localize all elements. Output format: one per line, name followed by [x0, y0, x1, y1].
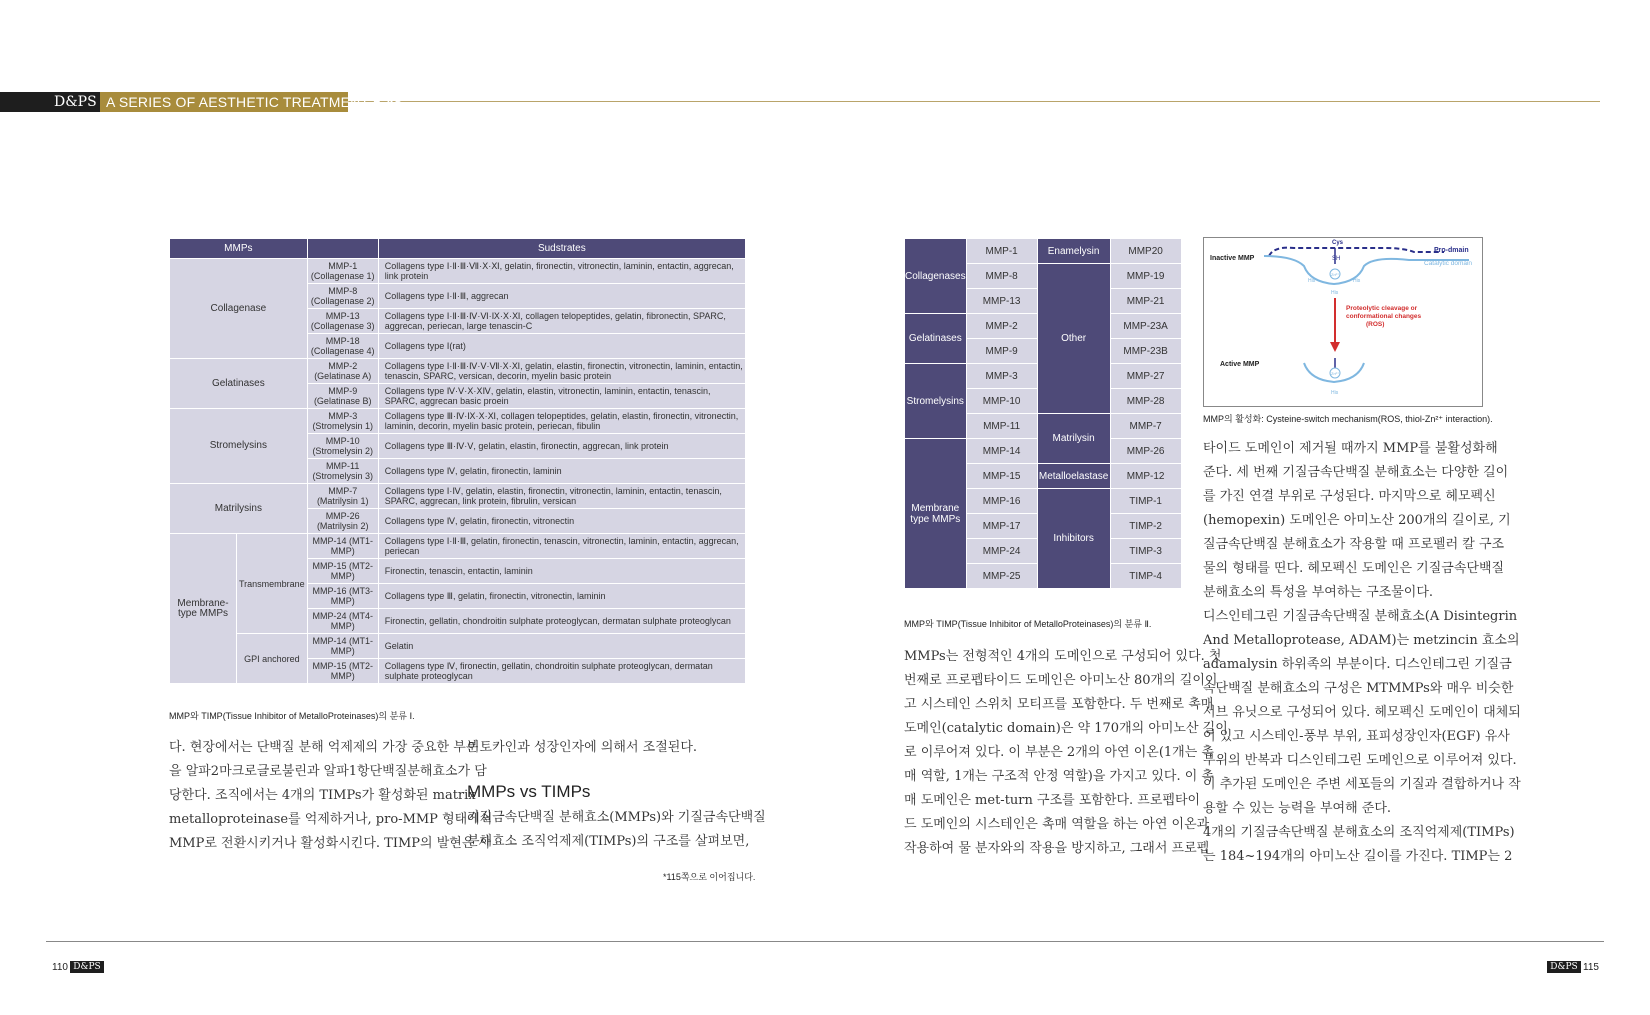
left-column-2-top [467, 736, 697, 760]
mmp-cell: MMP-28 [1110, 389, 1181, 414]
his-label: His [1308, 278, 1316, 284]
text-line: 용할 수 있는 능력을 부여해 준다. [1203, 801, 1392, 816]
sh-label: SH [1332, 256, 1341, 262]
header-brand: D&PS [54, 94, 97, 110]
mmp-cell: MMP-8 [966, 264, 1037, 289]
text-line: 당한다. 조직에서는 4개의 TIMPs가 활성화된 matrix [169, 788, 476, 803]
text-line: 작용하여 물 분자와의 작용을 방지하고, 그래서 프로펩 [904, 841, 1210, 856]
arrow-label-2: conformational changes [1346, 313, 1422, 320]
text-line: 이토카인과 성장인자에 의해서 조절된다. [467, 740, 698, 755]
group-cell: Enamelysin [1037, 239, 1110, 264]
group-cell: Stromelysins [170, 409, 308, 484]
mmp-cell: MMP-15 [966, 464, 1037, 489]
text-line: 이 추가된 도메인은 주변 세포들의 기질과 결합하거나 작 [1203, 777, 1521, 792]
text-line: 번째로 프로펩타이드 도메인은 아미노산 80개의 길이이 [904, 673, 1218, 688]
text-line: 어 있고 시스테인-풍부 부위, 표피성장인자(EGF) 유사 [1203, 729, 1510, 744]
section-heading: MMPs vs TIMPs [467, 782, 591, 801]
mmp-activation-figure [1203, 237, 1483, 407]
text-line: 타이드 도메인이 제거될 때까지 MMP를 불활성화해 [1203, 441, 1498, 456]
text-line: 매 도메인은 met-turn 구조를 포함한다. 프로펩타이 [904, 793, 1201, 808]
text-line: 고 시스테인 스위치 모티프를 포함한다. 두 번째로 촉매 [904, 697, 1214, 712]
mmp-cell: MMP-9 (Gelatinase B) [307, 384, 378, 409]
left-column-1 [169, 736, 492, 856]
mmp-cell: MMP-12 [1110, 464, 1181, 489]
text-line: 매 역할, 1개는 구조적 안정 역할)을 가지고 있다. 이 촉 [904, 769, 1214, 784]
substrate-cell: Collagens type Ⅰ·Ⅱ·Ⅲ·Ⅶ·Ⅹ·Ⅺ, gelatin, fironectin, vitronectin, laminin, entactin, aggrecan, link protein [378, 259, 745, 284]
text-line: 분해효소 조직억제제(TIMPs)의 구조를 살펴보면, [467, 834, 750, 849]
text-line: 분해효소의 특성을 부여하는 구조물이다. [1203, 585, 1434, 600]
mmp-cell: MMP-23B [1110, 339, 1181, 364]
text-line: 속단백질 분해효소의 구성은 MTMMPs와 매우 비슷한 [1203, 681, 1514, 696]
mmp-cell: MMP-7 (Matrilysin 1) [307, 484, 378, 509]
prodomain-label: Pro-dmain [1434, 247, 1469, 254]
group-cell: Inhibitors [1037, 489, 1110, 589]
cys-label: Cys [1332, 240, 1344, 246]
mmp-cell: MMP-2 [966, 314, 1037, 339]
group-cell: Gelatinases [905, 314, 967, 364]
his-label: His [1353, 278, 1361, 284]
mmp-substrates-table [169, 238, 746, 684]
mmp-cell: MMP-18 (Collagenase 4) [307, 334, 378, 359]
continue-note: *115쪽으로 이어집니다. [663, 872, 756, 882]
substrate-cell: Fironectin, gellatin, chondroitin sulphate proteoglycan, dermatan sulphate proteoglycan [378, 609, 745, 634]
mmp-cell: MMP-15 (MT2-MMP) [307, 559, 378, 584]
header-rule [348, 101, 1600, 102]
mmp-cell: MMP-7 [1110, 414, 1181, 439]
table-row [170, 359, 746, 384]
catalytic-label: Catalytic domain [1424, 260, 1473, 267]
text-line: 다. 현장에서는 단백질 분해 억제제의 가장 중요한 부분 [169, 740, 479, 755]
table-row [170, 409, 746, 434]
mmp-cell: MMP-14 (MT1-MMP) [307, 534, 378, 559]
group-cell: Membrane type MMPs [905, 439, 967, 589]
substrate-cell: Collagens type Ⅰ·Ⅳ, gelatin, elastin, fironectin, vitronectin, laminin, entactin, tenascin, SPARC, aggrecan, link protein, fibrulin, versican [378, 484, 745, 509]
mmp-cell: MMP-14 [966, 439, 1037, 464]
text-line: 4개의 기질금속단백질 분해효소의 조직억제제(TIMPs) [1203, 825, 1515, 840]
substrate-cell: Collagens type Ⅲ·Ⅳ·Ⅴ, gelatin, elastin, fironectin, aggrecan, link protein [378, 434, 745, 459]
group-cell: Metalloelastase [1037, 464, 1110, 489]
table1-header-mmps: MMPs [170, 239, 308, 259]
text-line: 부위의 반복과 디스인테그린 도메인으로 이루어져 있다. [1203, 753, 1517, 768]
group-cell: Matrilysin [1037, 414, 1110, 464]
text-line: 물의 형태를 띤다. 헤모펙신 도메인은 기질금속단백질 [1203, 561, 1505, 576]
group-cell: Gelatinases [170, 359, 308, 409]
subgroup-cell: Transmembrane [237, 534, 308, 634]
mmp-cell: MMP-26 [1110, 439, 1181, 464]
substrate-cell: Collagens type Ⅲ, gelatin, fironectin, vitronectin, laminin [378, 584, 745, 609]
arrow-label-3: (ROS) [1366, 321, 1385, 328]
header-series [106, 94, 402, 110]
footer-rule [46, 941, 1604, 942]
zn-label-top: Zn²⁺ [1331, 272, 1340, 277]
table1-header-blank [307, 239, 378, 259]
catalytic-chain-top [1264, 256, 1469, 284]
mmp-cell: MMP-8 (Collagenase 2) [307, 284, 378, 309]
substrate-cell: Collagens type Ⅳ, gelatin, fironectin, laminin [378, 459, 745, 484]
group-cell: Collagenases [905, 239, 967, 314]
mmp-cell: MMP-27 [1110, 364, 1181, 389]
substrate-cell: Collagens type Ⅰ(rat) [378, 334, 745, 359]
zn-label-bottom: Zn²⁺ [1331, 371, 1340, 376]
right-column-1 [904, 645, 1228, 861]
table-row [170, 634, 746, 659]
mmp-cell: MMP-14 (MT1-MMP) [307, 634, 378, 659]
mmp-cell: MMP-9 [966, 339, 1037, 364]
activation-diagram [1204, 238, 1482, 406]
text-line: (hemopexin) 도메인은 아미노산 200개의 길이로, 기 [1203, 513, 1511, 528]
header-series-title: A SERIES OF AESTHETIC TREATMENT [106, 94, 370, 110]
arrow-label-1: Proteolytic cleavage or [1346, 305, 1418, 312]
text-line: 을 알파2마크로글로불린과 알파1항단백질분해효소가 담 [169, 764, 487, 779]
mmp-cell: MMP-1 (Collagenase 1) [307, 259, 378, 284]
mmp-cell: MMP-11 (Stromelysin 3) [307, 459, 378, 484]
table-row [170, 534, 746, 559]
substrate-cell: Gelatin [378, 634, 745, 659]
mmp-cell: MMP-24 [966, 539, 1037, 564]
mmp-cell: MMP-25 [966, 564, 1037, 589]
his-label: His [1331, 290, 1339, 296]
table1-caption: MMP와 TIMP(Tissue Inhibitor of MetalloProteinases)의 분류 Ⅰ. [169, 711, 415, 721]
prodomain-chain [1269, 248, 1444, 256]
group-cell: Membrane-type MMPs [170, 534, 237, 684]
mmp-cell: MMP-19 [1110, 264, 1181, 289]
table-row [170, 259, 746, 284]
footer-logo-left: D&PS [70, 961, 104, 973]
text-line: adamalysin 하위족의 부분이다. 디스인테그린 기질금 [1203, 657, 1512, 672]
text-line: 준다. 세 번째 기질금속단백질 분해효소는 다양한 길이 [1203, 465, 1509, 480]
text-line: 는 184~194개의 아미노산 길이를 가진다. TIMP는 2 [1203, 849, 1513, 864]
substrate-cell: Collagens type Ⅰ·Ⅱ·Ⅲ·Ⅳ·Ⅵ·Ⅸ·Ⅹ·Ⅺ, collagen telopeptides, gelatin, fibronectin, SPARC, aggrecan, periecan, large tenascin-C [378, 309, 745, 334]
figure-caption: MMP의 활성화: Cysteine-switch mechanism(ROS, thiol-Zn²⁺ interaction). [1203, 414, 1493, 424]
mmp-cell: MMP-16 (MT3-MMP) [307, 584, 378, 609]
mmp-cell: MMP-11 [966, 414, 1037, 439]
substrate-cell: Collagens type Ⅳ, gelatin, fironectin, vitronectin [378, 509, 745, 534]
footer-logo-right: D&PS [1547, 961, 1581, 973]
mmp-cell: MMP-10 [966, 389, 1037, 414]
text-line: And Metalloprotease, ADAM)는 metzincin 효소의 [1203, 633, 1520, 648]
mmp-cell: MMP-21 [1110, 289, 1181, 314]
text-line: 디스인테그린 기질금속단백질 분해효소(A Disintegrin [1203, 609, 1518, 624]
mmp-cell: TIMP-2 [1110, 514, 1181, 539]
mmp-cell: MMP-24 (MT4-MMP) [307, 609, 378, 634]
text-line: metalloproteinase를 억제하거나, pro-MMP 형태에서 [169, 812, 493, 827]
his-label: His [1331, 390, 1339, 396]
mmp-cell: MMP-16 [966, 489, 1037, 514]
mmp-cell: TIMP-3 [1110, 539, 1181, 564]
table2-caption: MMP와 TIMP(Tissue Inhibitor of MetalloProteinases)의 분류 Ⅱ. [904, 619, 1152, 629]
text-line: 서브 유닛으로 구성되어 있다. 헤모펙신 도메인이 대체되 [1203, 705, 1521, 720]
table-row [905, 239, 1182, 264]
running-header [0, 92, 1600, 112]
active-label: Active MMP [1220, 361, 1260, 368]
mmp-cell: MMP-10 (Stromelysin 2) [307, 434, 378, 459]
mmp-cell: MMP-13 (Collagenase 3) [307, 309, 378, 334]
mmp-cell: MMP-13 [966, 289, 1037, 314]
text-line: 로 이루어져 있다. 이 부분은 2개의 아연 이온(1개는 촉 [904, 745, 1214, 760]
group-cell: Matrilysins [170, 484, 308, 534]
substrate-cell: Collagens type Ⅰ·Ⅱ·Ⅲ, aggrecan [378, 284, 745, 309]
header-series-number: 5-48 [373, 94, 402, 110]
arrow-head [1330, 342, 1340, 352]
left-column-2 [467, 806, 766, 854]
text-line: MMPs는 전형적인 4개의 도메인으로 구성되어 있다. 첫 [904, 649, 1222, 664]
group-cell: Stromelysins [905, 364, 967, 439]
mmp-cell: MMP-26 (Matrilysin 2) [307, 509, 378, 534]
substrate-cell: Fironectin, tenascin, entactin, laminin [378, 559, 745, 584]
mmp-cell: MMP-1 [966, 239, 1037, 264]
mmp-cell: MMP20 [1110, 239, 1181, 264]
subgroup-cell: GPI anchored [237, 634, 308, 684]
mmp-cell: MMP-3 [966, 364, 1037, 389]
mmp-cell: MMP-23A [1110, 314, 1181, 339]
group-cell: Other [1037, 264, 1110, 414]
substrate-cell: Collagens type Ⅲ·Ⅳ·Ⅸ·Ⅹ·Ⅺ, collagen telopeptides, gelatin, elastin, fironectin, vitronectin, laminin, decorin, myelin basic protein, periecan, fibulin [378, 409, 745, 434]
text-line: MMP로 전환시키거나 활성화시킨다. TIMP의 발현은 사 [169, 836, 492, 851]
group-cell: Collagenase [170, 259, 308, 359]
right-page-number: 115 [1583, 962, 1599, 973]
mmp-cell: MMP-17 [966, 514, 1037, 539]
mmp-cell: TIMP-1 [1110, 489, 1181, 514]
text-line: 드 도메인의 시스테인은 촉매 역할을 하는 아연 이온과 [904, 817, 1210, 832]
mmp-cell: MMP-2 (Gelatinase A) [307, 359, 378, 384]
mmp-cell: TIMP-4 [1110, 564, 1181, 589]
text-line: 기질금속단백질 분해효소(MMPs)와 기질금속단백질 [467, 810, 766, 825]
mmp-cell: MMP-3 (Stromelysin 1) [307, 409, 378, 434]
substrate-cell: Collagens type Ⅰ·Ⅱ·Ⅲ, gelatin, fironectin, tenascin, vitronectin, laminin, entactin, aggrecan, periecan [378, 534, 745, 559]
left-page-number: 110 [52, 962, 68, 973]
substrate-cell: Collagens type Ⅳ·Ⅴ·Ⅹ·ⅩⅣ, gelatin, elastin, vitronectin, laminin, entactin, tenascin, SPARC, aggrecan basic proein [378, 384, 745, 409]
text-line: 를 가진 연결 부위로 구성된다. 마지막으로 헤모펙신 [1203, 489, 1496, 504]
substrate-cell: Collagens type Ⅳ, fironectin, gellatin, chondroitin sulphate proteoglycan, dermatan sulphate proteoglycan [378, 659, 745, 684]
table1-header-substrates: Sudstrates [378, 239, 745, 259]
text-line: 질금속단백질 분해효소가 작용할 때 프로펠러 칼 구조 [1203, 537, 1505, 552]
substrate-cell: Collagens type Ⅰ·Ⅱ·Ⅲ·Ⅳ·Ⅴ·Ⅶ·Ⅹ·Ⅺ, gelatin, elastin, fironectin, vitronectin, laminin, entactin, tenascin, SPARC, versican, decorin, myelin basic protein [378, 359, 745, 384]
right-column-2 [1203, 437, 1521, 869]
mmp-cell: MMP-15 (MT2-MMP) [307, 659, 378, 684]
table-row [170, 484, 746, 509]
inactive-label: Inactive MMP [1210, 255, 1255, 262]
mmp-timp-classification-table [904, 238, 1182, 589]
text-line: 도메인(catalytic domain)은 약 170개의 아미노산 길이 [904, 721, 1228, 736]
